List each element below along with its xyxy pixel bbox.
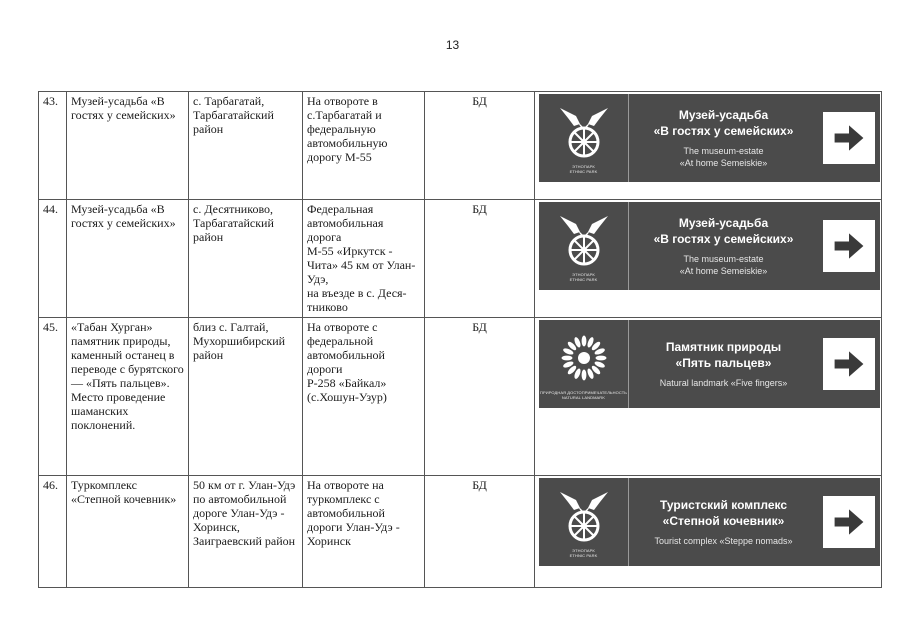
sign-title-en: Tourist complex «Steppe nomads» (654, 536, 793, 546)
ethnographic-park-emblem-icon (554, 210, 614, 270)
sign-emblem (539, 478, 629, 566)
sign-title-ru: Туристский комплекс «Степной кочевник» (659, 498, 788, 528)
road-type: БД (425, 92, 535, 200)
table-row (39, 92, 882, 200)
sign-text (629, 94, 818, 182)
signage-table (38, 91, 882, 588)
arrow-box (823, 496, 875, 548)
object-location: близ с. Галтай, Мухоршибирский район (189, 318, 303, 476)
arrow-right-icon (831, 504, 867, 540)
sign-placement: На отвороте с федеральной автомобильной дороги Р-258 «Байкал» (с.Хошун-Узур) (303, 318, 425, 476)
sign-title-en: The museum-estate «At home Semeiskie» (679, 254, 768, 276)
object-location: с. Десятниково, Тарбагатайский район (189, 200, 303, 318)
sign-text (629, 202, 818, 290)
road-type: БД (425, 476, 535, 588)
row-number: 46. (39, 476, 67, 588)
object-location: с. Тарбагатай, Тарбагатайский район (189, 92, 303, 200)
arrow-box (823, 338, 875, 390)
arrow-right-icon (831, 346, 867, 382)
emblem-caption: ЭТНОПАРК ETHNIC PARK (569, 548, 598, 558)
road-sign (539, 202, 880, 290)
road-sign (539, 94, 880, 182)
sign-arrow (818, 320, 880, 408)
table-row (39, 200, 882, 318)
road-type: БД (425, 318, 535, 476)
sign-placement: На отвороте на туркомплекс с автомобильной дороги Улан-Удэ - Хоринск (303, 476, 425, 588)
row-number: 44. (39, 200, 67, 318)
road-type: БД (425, 200, 535, 318)
ethnographic-park-emblem-icon (554, 102, 614, 162)
sign-placement: На отвороте в с.Тарбагатай и федеральную автомобильную дорогу М-55 (303, 92, 425, 200)
sign-title-en: Natural landmark «Five fingers» (659, 378, 788, 388)
road-sign (539, 320, 880, 408)
sign-emblem (539, 94, 629, 182)
sign-title-en: The museum-estate «At home Semeiskie» (679, 146, 768, 168)
object-location: 50 км от г. Улан-Удэ по автомобильной дороге Улан-Удэ - Хоринск, Заиграевский район (189, 476, 303, 588)
sign-arrow (818, 202, 880, 290)
table-row (39, 476, 882, 588)
sign-title-ru: Музей-усадьба «В гостях у семейских» (653, 216, 794, 246)
road-sign (539, 478, 880, 566)
arrow-box (823, 112, 875, 164)
sign-cell (535, 200, 882, 318)
sign-title-ru: Памятник природы «Пять пальцев» (665, 340, 782, 370)
sign-arrow (818, 94, 880, 182)
sign-emblem (539, 202, 629, 290)
natural-landmark-flower-icon (554, 328, 614, 388)
sign-cell (535, 476, 882, 588)
sign-placement: Федеральная автомобильная дорога М-55 «Иркутск - Чита» 45 км от Улан-Удэ, на въезде в с. Деся-тниково (303, 200, 425, 318)
object-name: «Табан Хурган» памятник природы, каменный останец в переводе с бурятского — «Пять пальцев». Место проведение шаманских поклонений. (67, 318, 189, 476)
row-number: 45. (39, 318, 67, 476)
sign-emblem (539, 320, 629, 408)
arrow-right-icon (831, 120, 867, 156)
arrow-right-icon (831, 228, 867, 264)
ethnographic-park-emblem-icon (554, 486, 614, 546)
table-row (39, 318, 882, 476)
sign-cell (535, 318, 882, 476)
object-name: Музей-усадьба «В гостях у семейских» (67, 200, 189, 318)
arrow-box (823, 220, 875, 272)
sign-text (629, 478, 818, 566)
emblem-caption: ЭТНОПАРК ETHNIC PARK (569, 272, 598, 282)
emblem-caption: ПРИРОДНАЯ ДОСТОПРИМЕЧАТЕЛЬНОСТЬ NATURAL LANDMARK (540, 390, 627, 400)
object-name: Туркомплекс «Степной кочевник» (67, 476, 189, 588)
sign-cell (535, 92, 882, 200)
row-number: 43. (39, 92, 67, 200)
object-name: Музей-усадьба «В гостях у семейских» (67, 92, 189, 200)
sign-title-ru: Музей-усадьба «В гостях у семейских» (653, 108, 794, 138)
sign-arrow (818, 478, 880, 566)
page-number: 13 (445, 38, 460, 52)
sign-text (629, 320, 818, 408)
emblem-caption: ЭТНОПАРК ETHNIC PARK (569, 164, 598, 174)
